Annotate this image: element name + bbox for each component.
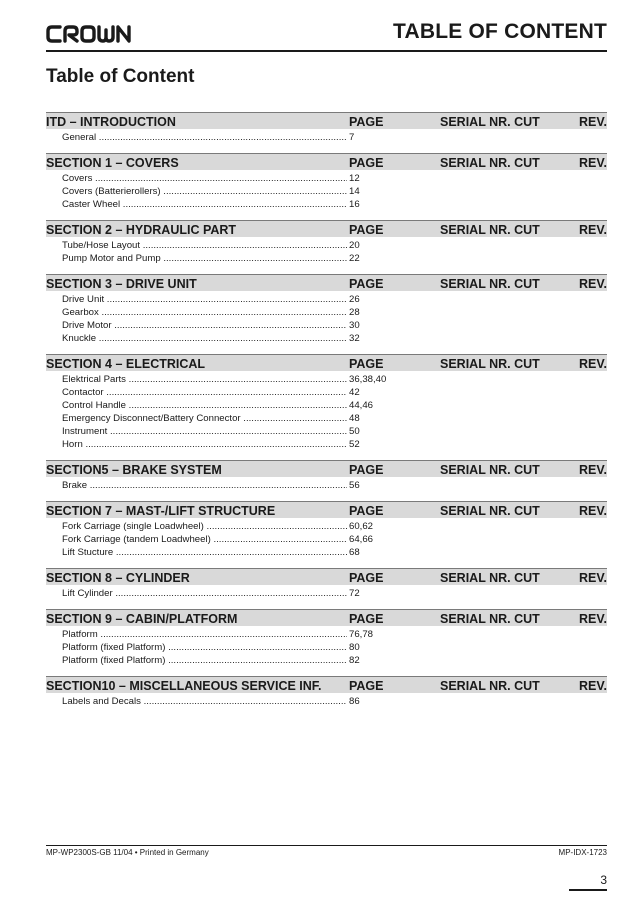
section-title: SECTION5 – BRAKE SYSTEM xyxy=(46,463,222,477)
section-entries xyxy=(46,371,607,451)
section-page-label: PAGE xyxy=(349,571,384,585)
toc-entry[interactable] xyxy=(46,198,607,211)
toc-section xyxy=(46,220,607,265)
entry-label: Caster Wheel ..... xyxy=(62,198,347,211)
section-rev-label: REV. xyxy=(578,277,607,291)
entry-label: Drive Motor ..... xyxy=(62,319,347,332)
toc-section xyxy=(46,274,607,345)
toc-entry[interactable] xyxy=(46,172,607,185)
section-heading-bar xyxy=(46,568,607,585)
toc-entry[interactable] xyxy=(46,332,607,345)
page-number: 3 xyxy=(600,873,607,887)
entry-label: Platform ..... xyxy=(62,628,347,641)
header-divider xyxy=(46,50,607,52)
section-page-label: PAGE xyxy=(349,463,384,477)
toc-entry[interactable] xyxy=(46,306,607,319)
toc-section xyxy=(46,153,607,211)
toc-entry[interactable] xyxy=(46,479,607,492)
entry-page-number: 44,46 xyxy=(349,400,374,411)
entry-page-number: 60,62 xyxy=(349,521,374,532)
entry-label: General ..... xyxy=(62,131,347,144)
section-heading-bar xyxy=(46,354,607,371)
toc-entry[interactable] xyxy=(46,628,607,641)
entry-page-number: 12 xyxy=(349,173,360,184)
section-heading-bar xyxy=(46,609,607,626)
entry-label: Fork Carriage (tandem Loadwheel) ..... xyxy=(62,533,347,546)
entry-label: Platform (fixed Platform) ..... xyxy=(62,641,347,654)
entry-label: Contactor ..... xyxy=(62,386,347,399)
page-number-underline xyxy=(569,889,607,891)
section-serial-label: SERIAL NR. CUT xyxy=(440,463,540,477)
section-title: SECTION 1 – COVERS xyxy=(46,156,179,170)
toc-entry[interactable] xyxy=(46,546,607,559)
footer-index-id: MP-IDX-1723 xyxy=(558,848,607,857)
section-entries xyxy=(46,518,607,559)
entry-page-number: 64,66 xyxy=(349,534,374,545)
toc-section xyxy=(46,676,607,708)
section-heading-bar xyxy=(46,274,607,291)
entry-label: Lift Cylinder ..... xyxy=(62,587,347,600)
entry-label: Control Handle ..... xyxy=(62,399,347,412)
toc-entry[interactable] xyxy=(46,425,607,438)
section-entries xyxy=(46,291,607,345)
section-rev-label: REV. xyxy=(578,115,607,129)
toc-entry[interactable] xyxy=(46,252,607,265)
section-serial-label: SERIAL NR. CUT xyxy=(440,612,540,626)
section-serial-label: SERIAL NR. CUT xyxy=(440,223,540,237)
section-entries xyxy=(46,693,607,708)
entry-page-number: 42 xyxy=(349,387,360,398)
section-page-label: PAGE xyxy=(349,156,384,170)
entry-page-number: 56 xyxy=(349,480,360,491)
section-title: SECTION 8 – CYLINDER xyxy=(46,571,190,585)
entry-label: Covers (Batterierollers) ..... xyxy=(62,185,347,198)
entry-page-number: 68 xyxy=(349,547,360,558)
section-serial-label: SERIAL NR. CUT xyxy=(440,277,540,291)
section-heading-bar xyxy=(46,153,607,170)
section-title: SECTION 3 – DRIVE UNIT xyxy=(46,277,197,291)
entry-page-number: 50 xyxy=(349,426,360,437)
section-heading-bar xyxy=(46,676,607,693)
toc-section xyxy=(46,112,607,144)
entry-label: Instrument ..... xyxy=(62,425,347,438)
toc-entry[interactable] xyxy=(46,587,607,600)
entry-page-number: 7 xyxy=(349,132,355,143)
section-serial-label: SERIAL NR. CUT xyxy=(440,357,540,371)
toc-entry[interactable] xyxy=(46,533,607,546)
entry-page-number: 14 xyxy=(349,186,360,197)
section-rev-label: REV. xyxy=(578,223,607,237)
toc-entry[interactable] xyxy=(46,131,607,144)
section-title: ITD – INTRODUCTION xyxy=(46,115,176,129)
section-page-label: PAGE xyxy=(349,115,384,129)
toc-entry[interactable] xyxy=(46,520,607,533)
entry-label: Tube/Hose Layout ..... xyxy=(62,239,347,252)
toc-entry[interactable] xyxy=(46,438,607,451)
section-serial-label: SERIAL NR. CUT xyxy=(440,571,540,585)
entry-label: Elektrical Parts ..... xyxy=(62,373,347,386)
entry-page-number: 80 xyxy=(349,642,360,653)
section-page-label: PAGE xyxy=(349,277,384,291)
section-heading-bar xyxy=(46,501,607,518)
toc-entry[interactable] xyxy=(46,319,607,332)
entry-page-number: 36,38,40 xyxy=(349,374,387,385)
entry-page-number: 72 xyxy=(349,588,360,599)
toc-section xyxy=(46,609,607,667)
page-title: Table of Content xyxy=(46,66,195,87)
entry-page-number: 86 xyxy=(349,696,360,707)
section-page-label: PAGE xyxy=(349,504,384,518)
toc-section xyxy=(46,460,607,492)
entry-page-number: 28 xyxy=(349,307,360,318)
toc-entry[interactable] xyxy=(46,386,607,399)
toc-entry[interactable] xyxy=(46,695,607,708)
entry-page-number: 32 xyxy=(349,333,360,344)
entry-page-number: 30 xyxy=(349,320,360,331)
toc-entry[interactable] xyxy=(46,293,607,306)
section-title: SECTION 9 – CABIN/PLATFORM xyxy=(46,612,238,626)
entry-label: Fork Carriage (single Loadwheel) ..... xyxy=(62,520,347,533)
entry-label: Emergency Disconnect/Battery Connector ..... xyxy=(62,412,347,425)
section-page-label: PAGE xyxy=(349,223,384,237)
entry-label: Covers ..... xyxy=(62,172,347,185)
section-rev-label: REV. xyxy=(578,156,607,170)
section-title: SECTION 2 – HYDRAULIC PART xyxy=(46,223,237,237)
section-heading-bar xyxy=(46,220,607,237)
toc-section xyxy=(46,354,607,451)
toc-entry[interactable] xyxy=(46,239,607,252)
entry-label: Pump Motor and Pump ..... xyxy=(62,252,347,265)
entry-page-number: 82 xyxy=(349,655,360,666)
section-entries xyxy=(46,477,607,492)
entry-label: Labels and Decals ..... xyxy=(62,695,347,708)
entry-label: Horn ..... xyxy=(62,438,347,451)
section-serial-label: SERIAL NR. CUT xyxy=(440,679,540,693)
section-entries xyxy=(46,237,607,265)
toc-section xyxy=(46,568,607,600)
entry-page-number: 76,78 xyxy=(349,629,374,640)
section-rev-label: REV. xyxy=(578,612,607,626)
section-page-label: PAGE xyxy=(349,357,384,371)
entry-page-number: 20 xyxy=(349,240,360,251)
section-rev-label: REV. xyxy=(578,357,607,371)
entry-label: Gearbox ..... xyxy=(62,306,347,319)
section-rev-label: REV. xyxy=(578,571,607,585)
section-entries xyxy=(46,626,607,667)
toc-entry[interactable] xyxy=(46,654,607,667)
toc-entry[interactable] xyxy=(46,373,607,386)
section-page-label: PAGE xyxy=(349,679,384,693)
entry-page-number: 16 xyxy=(349,199,360,210)
entry-label: Drive Unit ..... xyxy=(62,293,347,306)
footer-divider xyxy=(46,845,607,846)
entry-page-number: 22 xyxy=(349,253,360,264)
section-rev-label: REV. xyxy=(578,679,607,693)
section-serial-label: SERIAL NR. CUT xyxy=(440,156,540,170)
toc-entry[interactable] xyxy=(46,641,607,654)
section-rev-label: REV. xyxy=(578,463,607,477)
toc-entry[interactable] xyxy=(46,399,607,412)
section-rev-label: REV. xyxy=(578,504,607,518)
toc-entry[interactable] xyxy=(46,412,607,425)
header-title: TABLE OF CONTENT xyxy=(393,20,607,43)
entry-page-number: 26 xyxy=(349,294,360,305)
entry-label: Knuckle ..... xyxy=(62,332,347,345)
section-heading-bar xyxy=(46,112,607,129)
footer-doc-id: MP-WP2300S-GB 11/04 • Printed in Germany xyxy=(46,848,209,857)
entry-label: Platform (fixed Platform) ..... xyxy=(62,654,347,667)
toc-entry[interactable] xyxy=(46,185,607,198)
section-serial-label: SERIAL NR. CUT xyxy=(440,115,540,129)
section-entries xyxy=(46,585,607,600)
entry-page-number: 48 xyxy=(349,413,360,424)
section-entries xyxy=(46,129,607,144)
entry-label: Brake ..... xyxy=(62,479,347,492)
section-entries xyxy=(46,170,607,211)
page-header xyxy=(46,18,607,50)
section-serial-label: SERIAL NR. CUT xyxy=(440,504,540,518)
entry-page-number: 52 xyxy=(349,439,360,450)
section-title: SECTION10 – MISCELLANEOUS SERVICE INF. xyxy=(46,679,322,693)
section-title: SECTION 4 – ELECTRICAL xyxy=(46,357,206,371)
section-title: SECTION 7 – MAST-/LIFT STRUCTURE xyxy=(46,504,276,518)
entry-label: Lift Stucture ..... xyxy=(62,546,347,559)
toc-sections xyxy=(46,112,607,708)
toc-section xyxy=(46,501,607,559)
section-page-label: PAGE xyxy=(349,612,384,626)
section-heading-bar xyxy=(46,460,607,477)
crown-logo xyxy=(46,22,132,46)
